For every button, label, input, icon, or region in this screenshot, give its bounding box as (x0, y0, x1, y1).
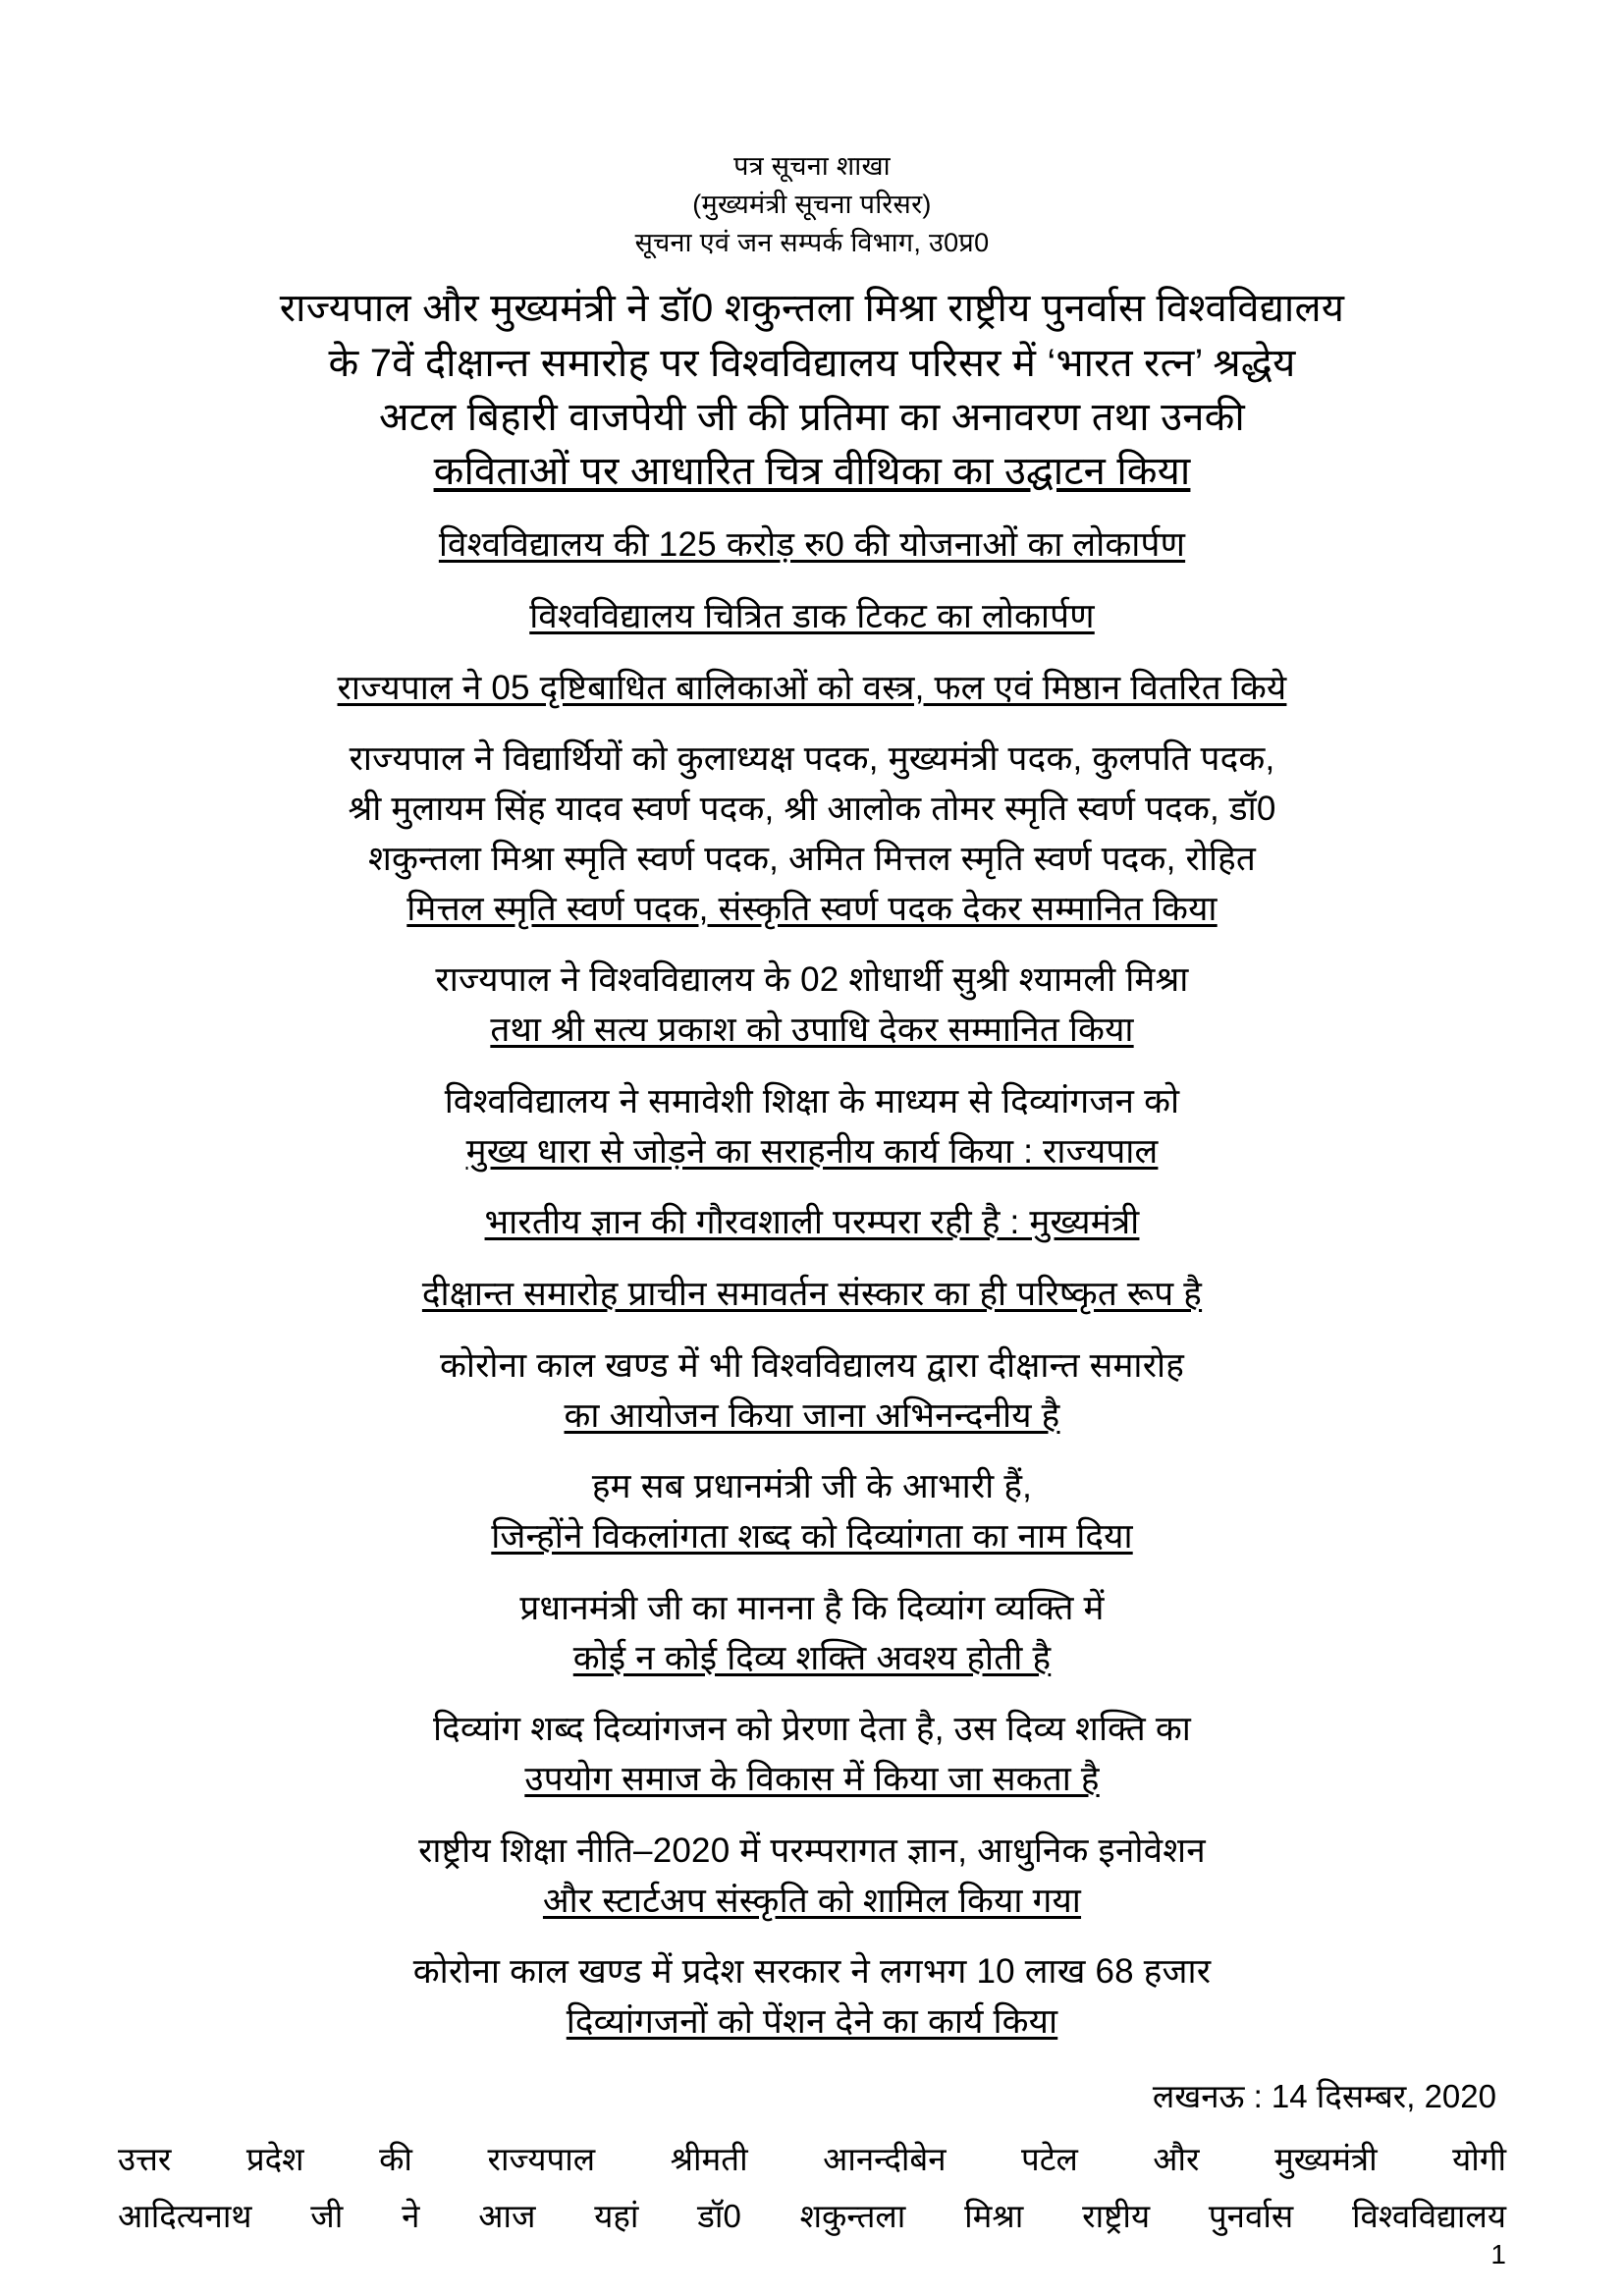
subhead-14 (118, 1947, 1506, 2048)
body-line-1: उत्तर प्रदेश की राज्यपाल श्रीमती आनन्दीबेन पटेल और मुख्यमंत्री योगी (118, 2140, 1506, 2177)
dateline: लखनऊ : 14 दिसम्बर, 2020 (1152, 2077, 1496, 2114)
subhead-line: तथा श्री सत्य प्रकाश को उपाधि देकर सम्मानित किया (490, 1011, 1134, 1050)
subhead-line: उपयोग समाज के विकास में किया जा सकता है (524, 1760, 1100, 1799)
subhead-line: और स्टार्टअप संस्कृति को शामिल किया गया (542, 1881, 1082, 1920)
subhead-11 (118, 1584, 1506, 1684)
body-paragraph (118, 2131, 1506, 2245)
header-line-3: सूचना एवं जन सम्पर्क विभाग, उ0प्र0 (634, 228, 990, 258)
headline-line-2: के 7वें दीक्षान्त समारोह पर विश्वविद्यालय परिसर में ‘भारत रत्न’ श्रद्धेय (328, 341, 1296, 385)
subhead-line: प्रधानमंत्री जी का मानना है कि दिव्यांग व्यक्ति में (519, 1588, 1105, 1627)
subhead-line: कोरोना काल खण्ड में भी विश्वविद्यालय द्वारा दीक्षान्त समारोह (439, 1345, 1185, 1385)
subhead-4 (118, 735, 1506, 934)
page-number: 1 (1490, 2239, 1506, 2269)
subhead-line: मुख्य धारा से जोड़ने का सराहनीय कार्य किया : राज्यपाल (465, 1131, 1159, 1171)
subhead-12 (118, 1705, 1506, 1805)
subhead-line: विश्वविद्यालय ने समावेशी शिक्षा के माध्यम से दिव्यांगजन को (444, 1081, 1180, 1121)
subhead-line: कोई न कोई दिव्य शक्ति अवश्य होती है (572, 1638, 1052, 1677)
header-line-1: पत्र सूचना शाखा (733, 151, 891, 181)
subhead-line: मित्तल स्मृति स्वर्ण पदक, संस्कृति स्वर्ण पदक देकर सम्मानित किया (406, 889, 1218, 928)
subhead-5 (118, 956, 1506, 1056)
subhead-line: दिव्यांगजनों को पेंशन देने का कार्य किया (566, 2002, 1058, 2042)
subhead-line: श्री मुलायम सिंह यादव स्वर्ण पदक, श्री आलोक तोमर स्मृति स्वर्ण पदक, डॉ0 (348, 790, 1276, 829)
subhead-line: विश्वविद्यालय की 125 करोड़ रु0 की योजनाओं का लोकार्पण (438, 525, 1186, 565)
subhead-line: जिन्होंने विकलांगता शब्द को दिव्यांगता का नाम दिया (491, 1517, 1133, 1557)
subhead-line: विश्वविद्यालय चित्रित डाक टिकट का लोकार्पण (529, 596, 1095, 635)
subhead-10 (118, 1462, 1506, 1562)
document-header (118, 147, 1506, 262)
subhead-line: हम सब प्रधानमंत्री जी के आभारी हैं, (591, 1467, 1033, 1506)
subhead-2 (118, 592, 1506, 642)
subhead-line: शकुन्तला मिश्रा स्मृति स्वर्ण पदक, अमित मित्तल स्मृति स्वर्ण पदक, रोहित (367, 839, 1257, 878)
subhead-line: राज्यपाल ने विद्यार्थियों को कुलाध्यक्ष पदक, मुख्यमंत्री पदक, कुलपति पदक, (349, 739, 1275, 779)
subhead-line: राज्यपाल ने 05 दृष्टिबाधित बालिकाओं को वस्त्र, फल एवं मिष्ठान वितरित किये (337, 668, 1287, 707)
headline-line-3: अटल बिहारी वाजपेयी जी की प्रतिमा का अनावरण तथा उनकी (379, 395, 1245, 439)
subhead-line: कोरोना काल खण्ड में प्रदेश सरकार ने लगभग 10 लाख 68 हजार (412, 1952, 1212, 1992)
subhead-3 (118, 664, 1506, 714)
subhead-7 (118, 1198, 1506, 1248)
headline-line-4: कविताओं पर आधारित चित्र वीथिका का उद्घाटन किया (433, 449, 1191, 493)
subhead-8 (118, 1270, 1506, 1320)
body-line-2: आदित्यनाथ जी ने आज यहां डॉ0 शकुन्तला मिश्रा राष्ट्रीय पुनर्वास विश्वविद्यालय (118, 2197, 1506, 2234)
main-headline (118, 282, 1506, 499)
subhead-line: दीक्षान्त समारोह प्राचीन समावर्तन संस्कार का ही परिष्कृत रूप है (421, 1275, 1203, 1314)
subhead-line: का आयोजन किया जाना अभिनन्दनीय है (564, 1395, 1060, 1435)
header-line-2: (मुख्यमंत्री सूचना परिसर) (692, 190, 932, 220)
subhead-line: राष्ट्रीय शिक्षा नीति–2020 में परम्परागत ज्ञान, आधुनिक इनोवेशन (418, 1831, 1206, 1870)
headline-line-1: राज्यपाल और मुख्यमंत्री ने डॉ0 शकुन्तला मिश्रा राष्ट्रीय पुनर्वास विश्वविद्यालय (279, 287, 1345, 331)
subhead-13 (118, 1827, 1506, 1927)
subhead-line: राज्यपाल ने विश्वविद्यालय के 02 शोधार्थी सुश्री श्यामली मिश्रा (435, 960, 1189, 1000)
subhead-6 (118, 1077, 1506, 1177)
subhead-9 (118, 1341, 1506, 1442)
subhead-1 (118, 520, 1506, 571)
subhead-line: भारतीय ज्ञान की गौरवशाली परम्परा रही है : मुख्यमंत्री (484, 1203, 1140, 1242)
subhead-line: दिव्यांग शब्द दिव्यांगजन को प्रेरणा देता है, उस दिव्य शक्ति का (433, 1710, 1191, 1749)
